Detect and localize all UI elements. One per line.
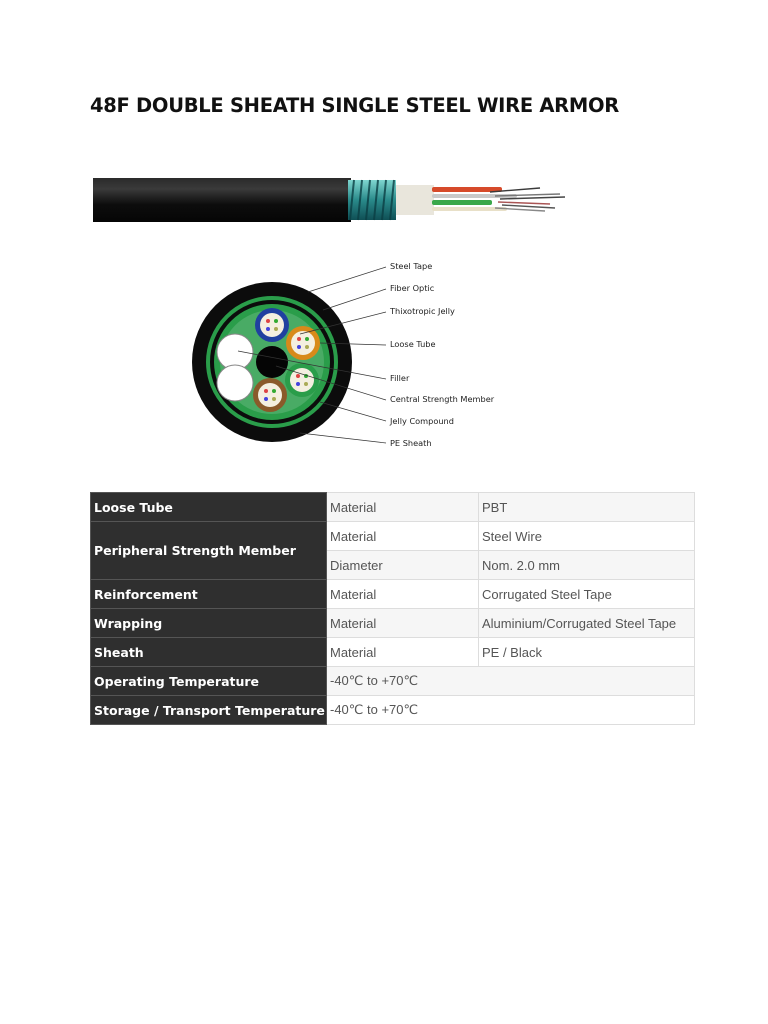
table-row	[91, 609, 695, 638]
row-header: Reinforcement	[91, 580, 327, 609]
value-cell: Nom. 2.0 mm	[479, 551, 695, 580]
property-cell: Material	[327, 522, 479, 551]
row-header: Sheath	[91, 638, 327, 667]
table-row	[91, 696, 695, 725]
loose-tube-blue	[255, 308, 289, 342]
value-cell: -40℃ to +70℃	[327, 696, 695, 725]
label-loose-tube: Loose Tube	[390, 339, 436, 349]
label-thixotropic-jelly: Thixotropic Jelly	[390, 306, 455, 316]
spec-table	[90, 492, 695, 725]
label-central-strength-member: Central Strength Member	[390, 394, 495, 404]
value-cell: Steel Wire	[479, 522, 695, 551]
row-header: Storage / Transport Temperature	[91, 696, 327, 725]
table-row	[91, 522, 695, 551]
table-row	[91, 638, 695, 667]
filler-2	[217, 365, 253, 401]
row-header: Wrapping	[91, 609, 327, 638]
table-row	[91, 580, 695, 609]
property-cell: Material	[327, 580, 479, 609]
label-jelly-compound: Jelly Compound	[390, 416, 454, 426]
cross-section-diagram	[190, 255, 500, 455]
value-cell: PBT	[479, 493, 695, 522]
label-steel-tape: Steel Tape	[390, 261, 433, 271]
page-title: 48F DOUBLE SHEATH SINGLE STEEL WIRE ARMOR	[90, 94, 619, 117]
central-strength-member	[256, 346, 288, 378]
property-cell: Material	[327, 638, 479, 667]
inner-sheath	[396, 185, 434, 215]
label-pe-sheath: PE Sheath	[390, 438, 432, 448]
table-row	[91, 667, 695, 696]
value-cell: -40℃ to +70℃	[327, 667, 695, 696]
table-row	[91, 493, 695, 522]
loose-tube-orange	[286, 326, 320, 360]
property-cell: Material	[327, 609, 479, 638]
loose-tube-green	[285, 363, 319, 397]
property-cell: Diameter	[327, 551, 479, 580]
row-header: Operating Temperature	[91, 667, 327, 696]
property-cell: Material	[327, 493, 479, 522]
value-cell: PE / Black	[479, 638, 695, 667]
row-header: Loose Tube	[91, 493, 327, 522]
value-cell: Corrugated Steel Tape	[479, 580, 695, 609]
outer-jacket	[93, 178, 351, 222]
cable-photo	[90, 170, 580, 230]
row-header: Peripheral Strength Member	[91, 522, 327, 580]
value-cell: Aluminium/Corrugated Steel Tape	[479, 609, 695, 638]
loose-tube-brown	[253, 378, 287, 412]
steel-wire-armor	[348, 180, 396, 220]
label-filler: Filler	[390, 373, 410, 383]
label-fiber-optic: Fiber Optic	[390, 283, 435, 293]
